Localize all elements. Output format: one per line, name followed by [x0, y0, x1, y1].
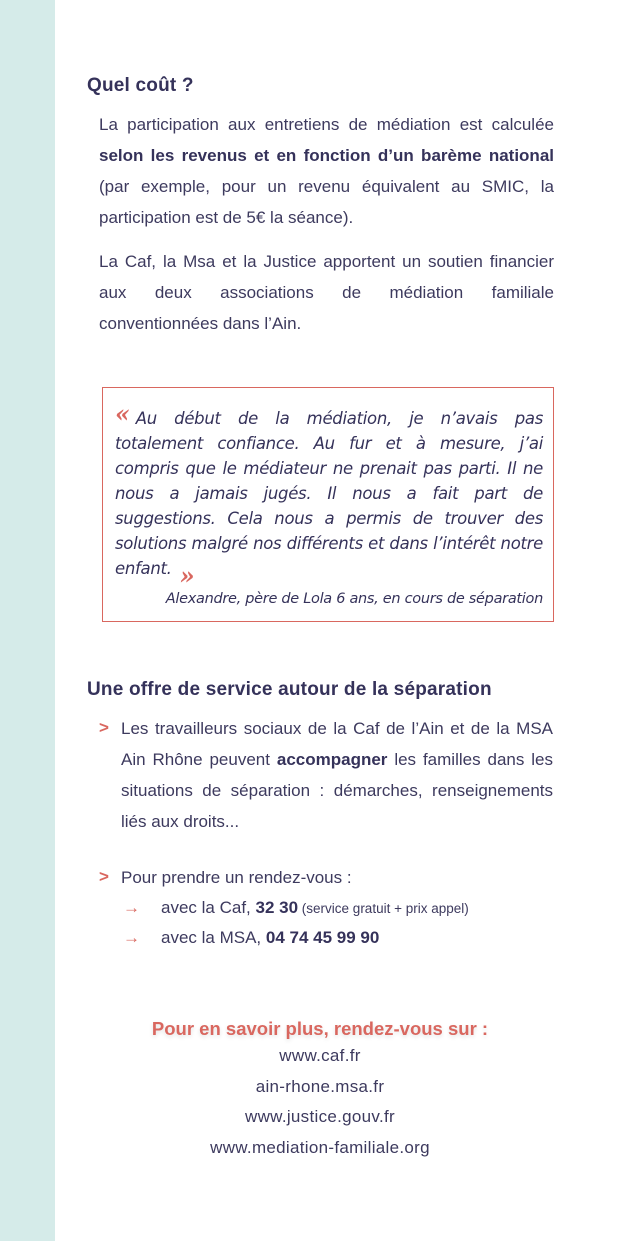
cost-p1-text: La participation aux entretiens de médiation est calculée — [99, 115, 554, 134]
contact-caf-number: 32 30 — [255, 898, 299, 917]
service-item1-text: Les travailleurs sociaux de la Caf de l’Ain et de la MSA Ain Rhône peuvent — [121, 719, 553, 769]
contact-msa-number: 04 74 45 99 90 — [265, 928, 380, 947]
testimonial-text: Au début de la médiation, je n’avais pas totalement confiance. Au fur et à mesure, j’ai compris que le médiateur ne prenait pas parti. Il ne nous a jamais jugés. Il nous a fait part de suggestions. Cela nous a permis de trouver des solutions malgré nos différents et dans l’intérêt notre enfant. — [115, 409, 543, 578]
link-mediation[interactable]: www.mediation-familiale.org — [210, 1138, 430, 1157]
cost-paragraph-1 — [99, 109, 554, 233]
cost-p1-text-end: (par exemple, pour un revenu équivalent au SMIC, la participation est de 5€ la séance). — [99, 177, 554, 227]
service-item-appointment: Pour prendre un rendez-vous : — [121, 868, 352, 887]
cost-paragraph-2: La Caf, la Msa et la Justice apportent un soutien financier aux deux associations de médiation familiale conventionnées dans l’Ain. — [99, 252, 554, 333]
contact-caf-label: avec la Caf, — [161, 898, 256, 917]
testimonial-author: Alexandre, père de Lola 6 ans, en cours de séparation — [165, 591, 543, 607]
contact-caf — [123, 898, 469, 918]
link-justice[interactable]: www.justice.gouv.fr — [245, 1107, 395, 1126]
contact-msa-label: avec la MSA, — [161, 928, 266, 947]
contact-msa — [123, 928, 379, 948]
bullet-chevron-icon: > — [99, 867, 109, 886]
link-caf[interactable]: www.caf.fr — [279, 1046, 361, 1065]
link-msa[interactable]: ain-rhone.msa.fr — [255, 1077, 385, 1096]
service-heading: Une offre de service autour de la séparation — [87, 679, 492, 700]
cost-heading: Quel coût ? — [87, 75, 194, 96]
contact-caf-note: (service gratuit + prix appel) — [298, 901, 469, 916]
close-quote-mark: » — [179, 561, 195, 590]
service-item-support — [121, 713, 553, 837]
open-quote-mark: « — [115, 399, 130, 428]
bullet-chevron-icon: > — [99, 718, 109, 737]
testimonial-box — [102, 387, 554, 622]
more-info-title: Pour en savoir plus, rendez-vous sur : — [151, 1018, 489, 1039]
arrow-right-icon: → — [123, 898, 140, 917]
service-item1-bold: accompagner — [276, 750, 388, 769]
arrow-right-icon: → — [123, 928, 140, 947]
service-item1-text-end: les familles dans les situations de séparation : démarches, renseignements liés aux droits... — [121, 750, 553, 831]
cost-p1-bold: selon les revenus et en fonction d’un barème national — [99, 146, 554, 165]
testimonial-quote — [115, 399, 543, 590]
